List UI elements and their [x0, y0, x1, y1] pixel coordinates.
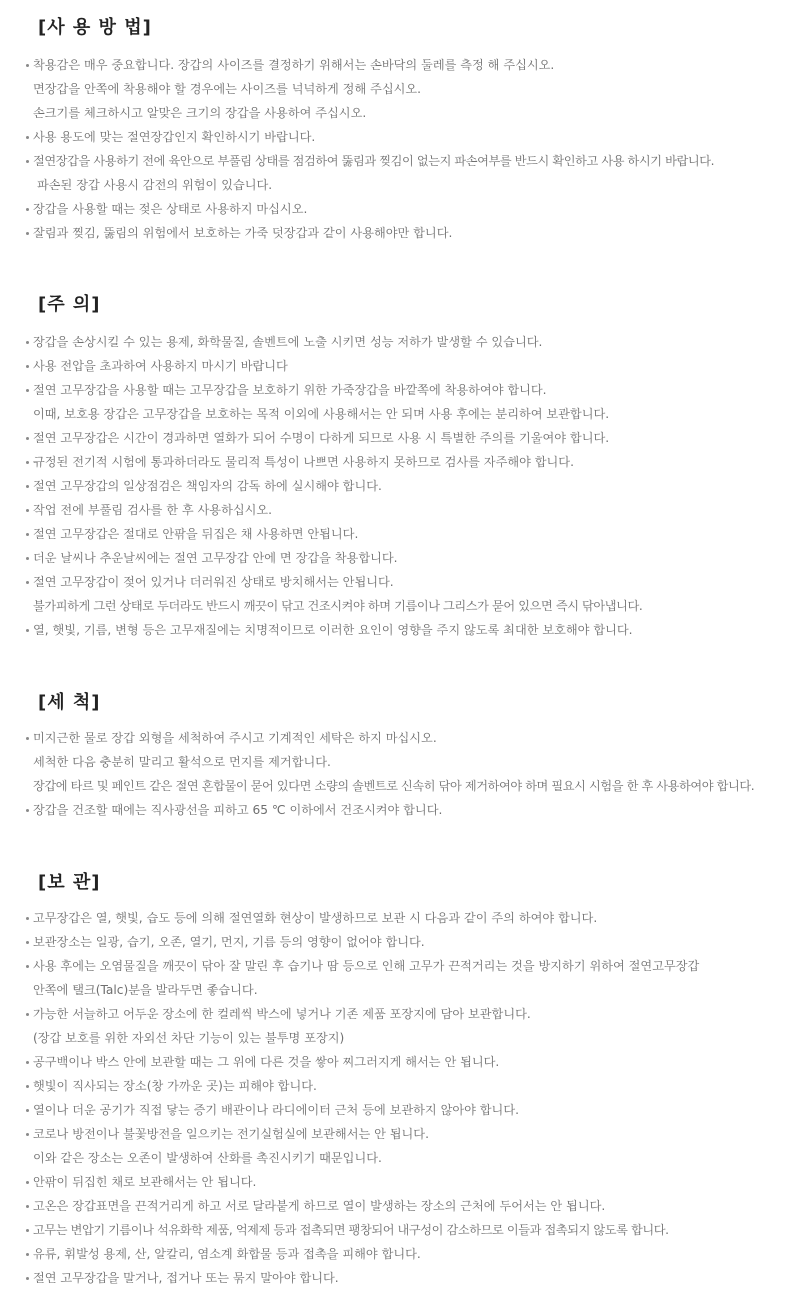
list-item-continuation: 손크기를 체크하시고 알맞은 크기의 장갑을 사용하여 주십시오.	[33, 106, 367, 120]
list-item: 장갑을 사용할 때는 젖은 상태로 사용하지 마십시오.	[0, 197, 802, 221]
list-item: 가능한 서늘하고 어두운 장소에 한 컬레씩 박스에 넣거나 기존 제품 포장지에 담아 보관합니다.	[0, 1002, 802, 1026]
bullet-icon	[26, 1085, 29, 1088]
bullet-icon	[26, 1277, 29, 1280]
list-item: 절연 고무장갑은 절대로 안팎을 뒤집은 채 사용하면 안됩니다.	[0, 522, 802, 546]
list-item-continuation: 이와 같은 장소는 오존이 발생하여 산화를 촉진시키기 때문입니다.	[33, 1151, 382, 1165]
list-item: 공구백이나 박스 안에 보관할 때는 그 위에 다른 것을 쌓아 찌그러지게 해서는 안 됩니다.	[0, 1050, 802, 1074]
bullet-icon	[26, 629, 29, 632]
list-item: 열, 햇빛, 기름, 변형 등은 고무재질에는 치명적이므로 이러한 요인이 영향을 주지 않도록 최대한 보호해야 합니다.	[0, 618, 802, 642]
list-item: 절연 고무장갑을 말거나, 접거나 또는 묶지 말아야 합니다.	[0, 1266, 802, 1290]
bullet-icon	[26, 941, 29, 944]
bullet-icon	[26, 1181, 29, 1184]
list-item: 안팎이 뒤집힌 채로 보관해서는 안 됩니다.	[0, 1170, 802, 1194]
list-item: 미지근한 물로 장갑 외형을 세척하여 주시고 기계적인 세탁은 하지 마십시오.	[0, 726, 802, 750]
bullet-icon	[26, 737, 29, 740]
list-item: 햇빛이 직사되는 장소(창 가까운 곳)는 피해야 합니다.	[0, 1074, 802, 1098]
list-item: 열이나 더운 공기가 직접 닿는 증기 배관이나 라디에이터 근처 등에 보관하지 않아야 합니다.	[0, 1098, 802, 1122]
usage-list	[0, 53, 802, 245]
list-item: 절연 고무장갑을 사용할 때는 고무장갑을 보호하기 위한 가죽장갑을 바깥쪽에 착용하여야 합니다.	[0, 378, 802, 402]
section-title-usage: [사 용 방 법]	[38, 17, 152, 38]
list-item-continuation: 장갑에 타르 및 페인트 같은 절연 혼합물이 묻어 있다면 소량의 솔벤트로 신속히 닦아 제거하여야 하며 필요시 시험을 한 후 사용하여야 합니다.	[33, 779, 755, 793]
caution-list	[0, 330, 802, 642]
list-item-continuation: 세척한 다음 충분히 말리고 활석으로 먼지를 제거합니다.	[33, 755, 331, 769]
bullet-icon	[26, 160, 29, 163]
section-title-caution: [주 의]	[38, 294, 101, 315]
list-item: 고온은 장갑표면을 끈적거리게 하고 서로 달라붙게 하므로 열이 발생하는 장소의 근처에 두어서는 안 됩니다.	[0, 1194, 802, 1218]
bullet-icon	[26, 437, 29, 440]
bullet-icon	[26, 917, 29, 920]
list-item-continuation: 면장갑을 안쪽에 착용해야 할 경우에는 사이즈를 넉넉하게 정해 주십시오.	[33, 82, 422, 96]
list-item: 보관장소는 일광, 습기, 오존, 열기, 먼지, 기름 등의 영향이 없어야 합니다.	[0, 930, 802, 954]
list-item: 절연 고무장갑은 시간이 경과하면 열화가 되어 수명이 다하게 되므로 사용 시 특별한 주의를 기울여야 합니다.	[0, 426, 802, 450]
bullet-icon	[26, 208, 29, 211]
list-item: 고무장갑은 열, 햇빛, 습도 등에 의해 절연열화 현상이 발생하므로 보관 시 다음과 같이 주의 하여야 합니다.	[0, 906, 802, 930]
bullet-icon	[26, 581, 29, 584]
list-item-continuation: 이때, 보호용 장갑은 고무장갑을 보호하는 목적 이외에 사용해서는 안 되며 사용 후에는 분리하여 보관합니다.	[33, 407, 610, 421]
list-item: 코로나 방전이나 불꽃방전을 일으키는 전기실험실에 보관해서는 안 됩니다.	[0, 1122, 802, 1146]
section-title-storage: [보 관]	[38, 872, 101, 893]
section-title-cleaning: [세 척]	[38, 692, 101, 713]
bullet-icon	[26, 1253, 29, 1256]
bullet-icon	[26, 341, 29, 344]
list-item: 절연 고무장갑이 젖어 있거나 더러워진 상태로 방치해서는 안됩니다.	[0, 570, 802, 594]
storage-list	[0, 906, 802, 1290]
bullet-icon	[26, 965, 29, 968]
list-item: 사용 전압을 초과하여 사용하지 마시기 바랍니다	[0, 354, 802, 378]
bullet-icon	[26, 809, 29, 812]
bullet-icon	[26, 1205, 29, 1208]
bullet-icon	[26, 1013, 29, 1016]
bullet-icon	[26, 232, 29, 235]
list-item: 유류, 휘발성 용제, 산, 알칼리, 염소계 화합물 등과 접촉을 피해야 합니다.	[0, 1242, 802, 1266]
bullet-icon	[26, 1229, 29, 1232]
list-item: 고무는 변압기 기름이나 석유화학 제품, 억제제 등과 접촉되면 팽창되어 내구성이 감소하므로 이들과 접촉되지 않도록 합니다.	[0, 1218, 802, 1242]
list-item: 더운 날씨나 추운날씨에는 절연 고무장갑 안에 면 장갑을 착용합니다.	[0, 546, 802, 570]
bullet-icon	[26, 64, 29, 67]
bullet-icon	[26, 389, 29, 392]
cleaning-list	[0, 726, 802, 822]
bullet-icon	[26, 1109, 29, 1112]
list-item-continuation: 불가피하게 그런 상태로 두더라도 반드시 깨끗이 닦고 건조시켜야 하며 기름이나 그리스가 묻어 있으면 즉시 닦아냅니다.	[33, 599, 643, 613]
list-item-continuation: (장갑 보호를 위한 자외선 차단 기능이 있는 불투명 포장지)	[33, 1031, 345, 1045]
bullet-icon	[26, 485, 29, 488]
bullet-icon	[26, 365, 29, 368]
bullet-icon	[26, 461, 29, 464]
list-item: 착용감은 매우 중요합니다. 장갑의 사이즈를 결정하기 위해서는 손바닥의 둘레를 측정 해 주십시오.	[0, 53, 802, 77]
bullet-icon	[26, 1133, 29, 1136]
list-item: 사용 후에는 오염물질을 깨끗이 닦아 잘 말린 후 습기나 땀 등으로 인해 고무가 끈적거리는 것을 방지하기 위하여 절연고무장갑	[0, 954, 802, 978]
bullet-icon	[26, 1061, 29, 1064]
bullet-icon	[26, 136, 29, 139]
bullet-icon	[26, 509, 29, 512]
list-item: 절연장갑을 사용하기 전에 육안으로 부풀림 상태를 점검하여 뚫림과 찢김이 없는지 파손여부를 반드시 확인하고 사용 하시기 바랍니다.	[0, 149, 802, 173]
list-item: 사용 용도에 맞는 절연장갑인지 확인하시기 바랍니다.	[0, 125, 802, 149]
list-item-continuation: 파손된 장갑 사용시 감전의 위험이 있습니다.	[37, 178, 273, 192]
list-item-continuation: 안쪽에 탤크(Talc)분을 발라두면 좋습니다.	[33, 983, 258, 997]
list-item: 규정된 전기적 시험에 통과하더라도 물리적 특성이 나쁘면 사용하지 못하므로 검사를 자주해야 합니다.	[0, 450, 802, 474]
bullet-icon	[26, 557, 29, 560]
list-item: 장갑을 손상시킬 수 있는 용제, 화학물질, 솔벤트에 노출 시키면 성능 저하가 발생할 수 있습니다.	[0, 330, 802, 354]
list-item: 잘림과 찢김, 뚫림의 위험에서 보호하는 가죽 덧장갑과 같이 사용해야만 합니다.	[0, 221, 802, 245]
list-item: 장갑을 건조할 때에는 직사광선을 피하고 65 ℃ 이하에서 건조시켜야 합니다.	[0, 798, 802, 822]
bullet-icon	[26, 533, 29, 536]
list-item: 절연 고무장갑의 일상점검은 책임자의 감독 하에 실시해야 합니다.	[0, 474, 802, 498]
list-item: 작업 전에 부풀림 검사를 한 후 사용하십시오.	[0, 498, 802, 522]
